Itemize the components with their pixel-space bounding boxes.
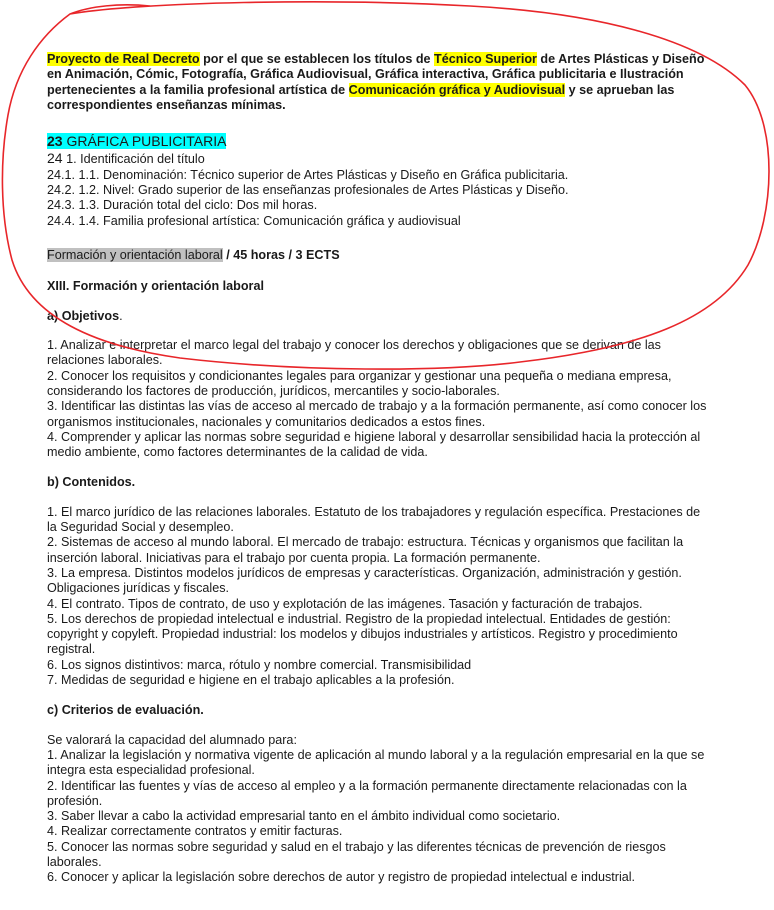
highlight-proyecto: Proyecto de Real Decreto	[47, 52, 200, 66]
list-item: 4. Realizar correctamente contratos y emitir facturas.	[47, 824, 343, 839]
list-item: 1. El marco jurídico de las relaciones laborales. Estatuto de los trabajadores y regulación específica. Prestaciones de la Seguridad Social y desempleo.	[47, 504, 701, 535]
list-item: 4. Comprender y aplicar las normas sobre seguridad e higiene laboral y desarrollar sensibilidad hacia la protección al medio ambiente, como factores determinantes de la calidad de vida.	[47, 429, 701, 460]
list-item: 3. Saber llevar a cabo la actividad empresarial tanto en el ámbito individual como societario.	[47, 809, 561, 824]
list-item: 1. Analizar e interpretar el marco legal del trabajo y conocer los derechos y obligaciones que se derivan de las relaciones laborales.	[47, 338, 661, 368]
ident-item: 24.3. 1.3. Duración total del ciclo: Dos mil horas.	[47, 198, 318, 213]
ident-item: 24.2. 1.2. Nivel: Grado superior de las enseñanzas profesionales de Artes Plásticas y Diseño.	[47, 183, 569, 197]
section-title: GRÁFICA PUBLICITARIA	[62, 133, 227, 150]
module-heading: XIII. Formación y orientación laboral	[47, 278, 264, 293]
section-title-highlight	[47, 133, 226, 149]
criterios-lead: Se valorará la capacidad del alumnado para:	[47, 732, 297, 747]
list-item: 5. Los derechos de propiedad intelectual e industrial. Registro de la propiedad intelectual. Entidades de gestión: copyright y copyleft. Propiedad industrial: los modelos y dibujos industriales y artísticos. Registro y procedimiento registral.	[47, 611, 678, 657]
list-item: 6. Conocer y aplicar la legislación sobre derechos de autor y registro de propiedad intelectual e industrial.	[47, 870, 636, 885]
list-item: 2. Sistemas de acceso al mundo laboral. El mercado de trabajo: estructura. Técnicas y organismos que facilitan la inserción laboral. Iniciativas para el trabajo por cuenta propia. La formación permanente.	[47, 535, 684, 565]
section-heading	[47, 133, 707, 149]
list-item: 2. Conocer los requisitos y condicionantes legales para organizar y gestionar una pequeña o mediana empresa, considerando los factores de producción, jurídicos, mercantiles y socio-laborales.	[47, 368, 672, 398]
module-line	[47, 248, 707, 263]
highlight-comunicacion: Comunicación gráfica y Audiovisual	[348, 82, 566, 97]
list-item: 2. Identificar las fuentes y vías de acceso al empleo y a la formación permanente directamente relacionadas con la profesión.	[47, 778, 687, 808]
list-item: 3. La empresa. Distintos modelos jurídicos de empresas y características. Organización, administración y gestión. Obligaciones jurídicas y fiscales.	[47, 565, 682, 596]
objetivos-heading-dot: .	[119, 308, 123, 323]
intro-text-3: y se aprueban las correspondientes enseñanzas mínimas.	[47, 82, 675, 112]
intro-text-2: de Artes Plásticas y Diseño en Animación, Cómic, Fotografía, Gráfica Audiovisual, Gráfica interactiva, Gráfica publicitaria e Ilustración pertenecientes a la familia profesional artística de	[47, 52, 705, 97]
contenidos-list	[47, 505, 707, 689]
section-number: 23	[47, 133, 63, 150]
objetivos-list	[47, 338, 707, 460]
module-hours: / 45 horas / 3 ECTS	[222, 248, 340, 263]
ident-number: 24	[47, 150, 63, 167]
list-item: 3. Identificar las distintas las vías de acceso al mercado de trabajo y a la formación permanente, así como conocer los organismos institucionales, nacionales y comunitarios dedicados a estos fines.	[47, 399, 707, 429]
list-item: 1. Analizar la legislación y normativa vigente de aplicación al mundo laboral y a la regulación empresarial en la que se integra esta especialidad profesional.	[47, 747, 705, 778]
objetivos-heading	[47, 309, 707, 324]
list-item: 7. Medidas de seguridad e higiene en el trabajo aplicables a la profesión.	[47, 673, 455, 688]
criterios-heading: c) Criterios de evaluación.	[47, 703, 204, 718]
ident-item: 24.1. 1.1. Denominación: Técnico superior de Artes Plásticas y Diseño en Gráfica publicitaria.	[47, 167, 569, 182]
contenidos-heading: b) Contenidos.	[47, 475, 136, 490]
identification-heading	[47, 151, 707, 167]
module-name: Formación y orientación laboral	[47, 248, 223, 263]
objetivos-heading-text: a) Objetivos	[47, 308, 120, 323]
highlight-tecnico-superior: Técnico Superior	[434, 52, 537, 66]
list-item: 6. Los signos distintivos: marca, rótulo y nombre comercial. Transmisibilidad	[47, 657, 472, 672]
identification-list	[47, 151, 707, 229]
intro-text-1: por el que se establecen los títulos de	[199, 52, 435, 66]
document-page	[47, 52, 707, 886]
criterios-list	[47, 733, 707, 886]
intro-paragraph	[47, 52, 707, 113]
list-item: 5. Conocer las normas sobre seguridad y salud en el trabajo y las diferentes técnicas de prevención de riesgos laborales.	[47, 839, 666, 870]
ident-item: 24.4. 1.4. Familia profesional artística: Comunicación gráfica y audiovisual	[47, 213, 461, 228]
ident-title: 1. Identificación del título	[62, 152, 205, 167]
list-item: 4. El contrato. Tipos de contrato, de uso y explotación de las imágenes. Tasación y facturación de trabajos.	[47, 596, 643, 611]
